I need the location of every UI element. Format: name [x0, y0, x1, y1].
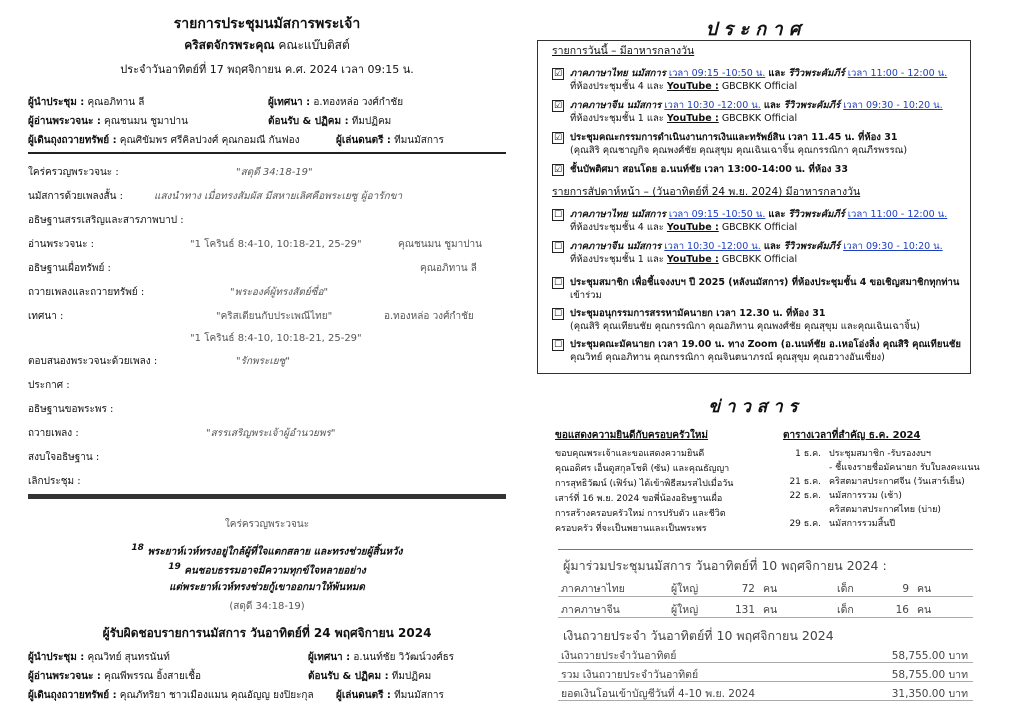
order-value: "สรรเสริญพระเจ้าผู้อำนวยพร" [206, 428, 336, 439]
schedule-event: - ชี้แจงรายชื่อมัคนายก รับใบลงคะแนน [829, 463, 980, 473]
verse-number: 19 [168, 562, 181, 572]
child-label: เด็ก [837, 604, 854, 616]
next-role-offering [28, 688, 314, 703]
role-music [336, 133, 444, 148]
checkbox-icon: ☐ [553, 308, 563, 319]
item-detail: คุณวิทย์ คุณอภิทาน คุณกรรณิกา คุณจินตนาภรณ์ คุณสุขุม คุณฮวางอันเซี่ยง) [570, 352, 885, 363]
role-label: ผู้เดินถุงถวายทรัพย์ : [28, 690, 117, 701]
adult-count: 131 [734, 604, 755, 616]
divider [28, 152, 506, 154]
item-text: ประชุมคณะกรรมการดำเนินงานการเงินและทรัพย์สิน เวลา 11.45 น. ที่ห้อง 31 [570, 132, 898, 143]
announcements-title: ป ร ะ ก า ศ [705, 19, 801, 40]
news-title: ข่ า ว ส า ร [708, 397, 798, 417]
order-person: คุณอภิทาน ลี [420, 263, 477, 274]
role-leader [28, 95, 144, 110]
item-title-2: รีวิวพระคัมภีร์ [788, 209, 845, 220]
schedule-date: 29 ธ.ค. [789, 519, 821, 529]
role-value: คุณศิขัมพร ศรีคิลปวงศ์ คุณกอมณี กันฟอง [119, 135, 300, 146]
role-value: ทีมนมัสการ [394, 135, 444, 146]
row-divider [558, 596, 973, 597]
role-label: ผู้อ่านพระวจนะ : [28, 671, 101, 682]
offering-amount: 58,755.00 บาท [891, 669, 968, 681]
checkbox-icon: ☑ [553, 164, 563, 175]
item-text: ประชุมอนุกรรมการสรรหามัคนายก เวลา 12.30 น. ที่ห้อง 31 [570, 308, 826, 319]
item-place: ที่ห้องประชุมชั้น 1 และ [570, 113, 664, 124]
verse-number: 18 [131, 543, 144, 553]
role-offering [28, 133, 300, 148]
item-title: ภาคภาษาจีน นมัสการ [570, 241, 662, 252]
role-label: ผู้นำประชุม : [28, 97, 85, 108]
youtube-label: YouTube : [666, 254, 719, 265]
order-label: อ่านพระวจนะ : [28, 239, 95, 250]
adult-label: ผู้ใหญ่ [671, 604, 699, 616]
attendance-group: ภาคภาษาไทย [561, 583, 625, 595]
item-and: และ [768, 68, 786, 79]
unit: คน [917, 604, 932, 616]
schedule-row [783, 517, 980, 531]
checkbox-icon: ☐ [553, 241, 563, 252]
unit: คน [763, 583, 778, 595]
order-value: แสงนำทาง เมื่อทรงสัมผัส มีสหายเลิศคือพระเยซู ผู้อารักขา [154, 191, 403, 202]
today-extra-item [552, 163, 848, 176]
congrats-line: ครอบครัว ที่จะเป็นพยานและเป็นพระพร [555, 524, 707, 534]
role-label: ต้อนรับ & ปฏิคม : [268, 116, 349, 127]
item-and: และ [768, 209, 786, 220]
order-value: "คริสเตียนกับประเพณีไทย" [216, 311, 333, 322]
next-role-preacher [308, 650, 454, 665]
role-label: ผู้เดินถุงถวายทรัพย์ : [28, 135, 117, 146]
today-title: รายการวันนี้ – มีอาหารกลางวัน [552, 45, 695, 57]
attendance-row [553, 601, 931, 618]
item-title: ภาคภาษาจีน นมัสการ [570, 100, 662, 111]
order-value: "1 โครินธ์ 8:4-10, 10:18-21, 25-29" [190, 333, 362, 344]
item-place: ที่ห้องประชุมชั้น 1 และ [570, 254, 664, 265]
role-reader [28, 114, 188, 129]
next-role-welcome [308, 669, 431, 684]
youtube-label: YouTube : [666, 222, 719, 233]
item-time-2: เวลา 11:00 - 12:00 น. [847, 68, 948, 79]
role-value: คุณพีพรรณ อิ้งสายเชื้อ [104, 671, 202, 682]
role-value: ทีมปฏิคม [391, 671, 432, 682]
order-person: อ.ทองหล่อ วงศ์กำชัย [384, 311, 474, 322]
item-time: เวลา 09:15 -10:50 น. [668, 209, 766, 220]
role-value: อ.นนท์ชัย วิวัฒน์วงศ์ธร [353, 652, 455, 663]
congrats-line: การสุทธิวัฒน์ (เฟิร์น) ได้เข้าพิธีสมรสไปเมื่อวัน [555, 479, 734, 489]
youtube-channel: GBCBKK Official [721, 113, 798, 124]
order-label: ประกาศ : [28, 380, 70, 391]
item-time-2: เวลา 11:00 - 12:00 น. [847, 209, 948, 220]
next-week-announce-title: รายการสัปดาห์หน้า – (วันอาทิตย์ที่ 24 พ.ย. 2024) มีอาหารกลางวัน [552, 186, 861, 198]
item-and: และ [763, 100, 781, 111]
adult-label: ผู้ใหญ่ [671, 583, 699, 595]
youtube-channel: GBCBKK Official [721, 81, 798, 92]
role-value: คุณภัทริยา ชาวเมืองแมน คุณอัญญ ยงปิยะกุล [119, 690, 314, 701]
item-detail: (คุณสิริ คุณเทียนชัย คุณกรรณิกา คุณอภิทาน คุณพงศ์ชัย คุณสุขุม และคุณเฉินเฉาจิ้น) [570, 321, 920, 332]
offering-title: เงินถวายประจำ วันอาทิตย์ที่ 10 พฤศจิกายน 2024 [563, 628, 834, 643]
verse-heading: ใคร่ครวญพระวจนะ [224, 519, 310, 530]
role-label: ผู้เล่นดนตรี : [336, 135, 391, 146]
schedule-date: 22 ธ.ค. [789, 491, 821, 501]
unit: คน [917, 583, 932, 595]
checkbox-icon: ☐ [553, 209, 563, 220]
item-place: ที่ห้องประชุมชั้น 4 และ [570, 222, 664, 233]
order-label: ถวายเพลง : [28, 428, 79, 439]
offering-amount: 58,755.00 บาท [891, 650, 968, 662]
next-item [552, 240, 943, 266]
schedule-event: คริสตมาสประกาศไทย (บ่าย) [829, 505, 941, 515]
schedule-row [783, 447, 980, 461]
schedule-title: ตารางเวลาที่สำคัญ ธ.ค. 2024 [783, 430, 921, 441]
offering-amount: 31,350.00 บาท [891, 688, 968, 700]
item-detail: (คุณสิริ คุณชาญกิจ คุณพงศ์ชัย คุณสุขุม คุณเฉินเฉาจิ้น คุณกรรณิกา คุณภีรพรรณ) [570, 145, 908, 156]
verse-text: คนชอบธรรมอาจมีความทุกข์ใจหลายอย่าง [184, 565, 366, 577]
order-label: ตอบสนองพระวจนะด้วยเพลง : [28, 356, 158, 367]
next-role-leader [28, 650, 170, 665]
congrats-line: เสาร์ที่ 16 พ.ย. 2024 ขอพี่น้องอธิษฐานเผื่อ [555, 494, 723, 504]
item-title-2: รีวิวพระคัมภีร์ [783, 241, 841, 252]
role-value: ทีมนมัสการ [394, 690, 444, 701]
youtube-label: YouTube : [666, 113, 719, 124]
order-label: อธิษฐานสรรเสริญและสารภาพบาป : [28, 215, 184, 226]
next-week-title: ผู้รับผิดชอบรายการนมัสการ วันอาทิตย์ที่ 24 พฤศจิกายน 2024 [102, 626, 432, 640]
next-role-music [336, 688, 444, 703]
schedule-row [783, 503, 980, 517]
thick-divider [28, 494, 506, 499]
role-value: อ.ทองหล่อ วงศ์กำชัย [313, 97, 404, 108]
church-label: คริสตจักรพระคุณ [184, 38, 275, 52]
church-subtitle: คณะแบ๊บติสต์ [278, 38, 350, 52]
program-title: รายการประชุมนมัสการพระเจ้า [173, 16, 361, 32]
congrats-line: คุณอดิศร เอ็นดูสกุลโชติ (ซัน) และคุณธัญญา [555, 464, 730, 474]
offering-label: เงินถวายประจำวันอาทิตย์ [561, 650, 677, 662]
item-detail: เข้าร่วม [570, 290, 602, 301]
role-welcome [268, 114, 391, 129]
schedule-row [783, 475, 980, 489]
item-text: ประชุมคณะมัคนายก เวลา 19.00 น. ทาง Zoom (อ.นนท์ชัย อ.เหอโอ่งลิ่ง คุณสิริ คุณเทียนชัย [570, 339, 961, 350]
order-value: "สดุดี 34:18-19" [236, 167, 313, 178]
next-extra-item [552, 338, 961, 364]
checkbox-icon: ☑ [553, 68, 563, 79]
order-label: ใคร่ครวญพระวจนะ : [28, 167, 119, 178]
role-value: คุณอภิทาน ลี [87, 97, 145, 108]
adult-count: 72 [741, 583, 755, 595]
checkbox-icon: ☑ [553, 132, 563, 143]
order-label: เลิกประชุม : [28, 476, 81, 487]
congrats-title: ขอแสดงความยินดีกับครอบครัวใหม่ [555, 430, 709, 441]
order-value: "รักพระเยซู" [236, 356, 291, 367]
next-extra-item [552, 276, 959, 302]
item-title: ภาคภาษาไทย นมัสการ [570, 68, 666, 79]
order-person: คุณชนมน ชูมาปาน [398, 239, 482, 250]
next-role-reader [28, 669, 201, 684]
congrats-line: การสร้างครอบครัวใหม่ การปรับตัว และชีวิต [555, 509, 726, 519]
order-value: "พระองค์ผู้ทรงสัตย์ซื่อ" [230, 287, 329, 298]
role-label: ผู้เทศนา : [268, 97, 311, 108]
attendance-group: ภาคภาษาจีน [561, 604, 620, 616]
schedule-event: ประชุมสมาชิก -รับรองงบฯ [829, 449, 931, 459]
order-label: ถวายเพลงและถวายทรัพย์ : [28, 287, 145, 298]
role-label: ผู้เทศนา : [308, 652, 351, 663]
verse-line [28, 562, 506, 578]
role-label: ต้อนรับ & ปฏิคม : [308, 671, 389, 682]
congrats-body [555, 447, 733, 537]
youtube-channel: GBCBKK Official [721, 254, 798, 265]
verse-line [28, 543, 506, 559]
order-label: เทศนา : [28, 311, 64, 322]
item-time-2: เวลา 09:30 - 10:20 น. [843, 241, 943, 252]
checkbox-icon: ☑ [553, 100, 563, 111]
item-text: ประชุมสมาชิก เพื่อชี้แจงงบฯ ปี 2025 (หลังนมัสการ) ที่ห้องประชุมชั้น 4 ขอเชิญสมาชิกทุกท่าน [570, 277, 960, 288]
order-label: นมัสการด้วยเพลงสั้น : [28, 191, 124, 202]
child-count: 9 [902, 583, 909, 595]
item-time: เวลา 10:30 -12:00 น. [664, 100, 761, 111]
item-time-2: เวลา 09:30 - 10:20 น. [843, 100, 943, 111]
service-date: ประจำวันอาทิตย์ที่ 17 พฤศจิกายน ค.ศ. 2024 เวลา 09:15 น. [120, 63, 414, 76]
schedule-event: นมัสการรวมสิ้นปี [829, 519, 896, 529]
unit: คน [763, 604, 778, 616]
attendance-title: ผู้มาร่วมประชุมนมัสการ วันอาทิตย์ที่ 10 พฤศจิกายน 2024 : [563, 558, 887, 573]
schedule-date: 21 ธ.ค. [789, 477, 821, 487]
item-title: ภาคภาษาไทย นมัสการ [570, 209, 666, 220]
role-preacher [268, 95, 403, 110]
role-label: ผู้อ่านพระวจนะ : [28, 116, 101, 127]
today-item [552, 99, 943, 125]
role-value: คุณวิทย์ สุนทรนันท์ [87, 652, 170, 663]
item-time: เวลา 09:15 -10:50 น. [668, 68, 766, 79]
row-divider [558, 700, 973, 701]
order-value: "1 โครินธ์ 8:4-10, 10:18-21, 25-29" [190, 239, 362, 250]
verse-reference: (สดุดี 34:18-19) [229, 601, 305, 612]
order-label: สงบใจอธิษฐาน : [28, 452, 100, 463]
youtube-channel: GBCBKK Official [721, 222, 798, 233]
child-label: เด็ก [837, 583, 854, 595]
youtube-label: YouTube : [666, 81, 719, 92]
next-extra-item [552, 307, 920, 333]
row-divider [558, 617, 973, 618]
today-extra-item [552, 131, 907, 157]
offering-label: ยอดเงินโอนเข้าบัญชีวันที่ 4-10 พ.ย. 2024 [561, 688, 756, 700]
item-and: และ [763, 241, 781, 252]
item-title-2: รีวิวพระคัมภีร์ [783, 100, 841, 111]
attendance-row [553, 580, 931, 597]
role-value: ทีมปฏิคม [351, 116, 392, 127]
verse-line: แต่พระยาห์เวห์ทรงช่วยกู้เขาออกมาให้พ้นหมด [169, 582, 365, 593]
role-label: ผู้นำประชุม : [28, 652, 85, 663]
item-title-2: รีวิวพระคัมภีร์ [788, 68, 845, 79]
child-count: 16 [895, 604, 909, 616]
schedule-row [783, 461, 980, 475]
next-item [552, 208, 947, 234]
congrats-line: ขอบคุณพระเจ้าและขอแสดงความยินดี [555, 449, 705, 459]
schedule-event: นมัสการรวม (เช้า) [829, 491, 902, 501]
item-place: ที่ห้องประชุมชั้น 4 และ [570, 81, 664, 92]
schedule-event: คริสตมาสประกาศจีน (วันเสาร์เย็น) [829, 477, 965, 487]
verse-text: พระยาห์เวห์ทรงอยู่ใกล้ผู้ที่ใจแตกสลาย และทรงช่วยผู้สิ้นหวัง [147, 546, 403, 558]
item-time: เวลา 10:30 -12:00 น. [664, 241, 761, 252]
schedule-list [783, 447, 980, 531]
row-divider [558, 662, 973, 663]
offering-label: รวม เงินถวายประจำวันอาทิตย์ [561, 669, 699, 681]
order-label: อธิษฐานขอพระพร : [28, 404, 114, 415]
checkbox-icon: ☐ [553, 277, 563, 288]
role-label: ผู้เล่นดนตรี : [336, 690, 391, 701]
church-name [28, 36, 506, 55]
checkbox-icon: ☐ [553, 339, 563, 350]
row-divider [558, 681, 973, 682]
schedule-row [783, 489, 980, 503]
role-value: คุณชนมน ชูมาปาน [104, 116, 188, 127]
schedule-date: 1 ธ.ค. [795, 449, 821, 459]
today-item [552, 67, 947, 93]
order-label: อธิษฐานเผื่อทรัพย์ : [28, 263, 111, 274]
divider [558, 549, 973, 550]
item-text: ชั้นบัพติศมา สอนโดย อ.นนท์ชัย เวลา 13:00-14:00 น. ที่ห้อง 33 [570, 164, 848, 175]
